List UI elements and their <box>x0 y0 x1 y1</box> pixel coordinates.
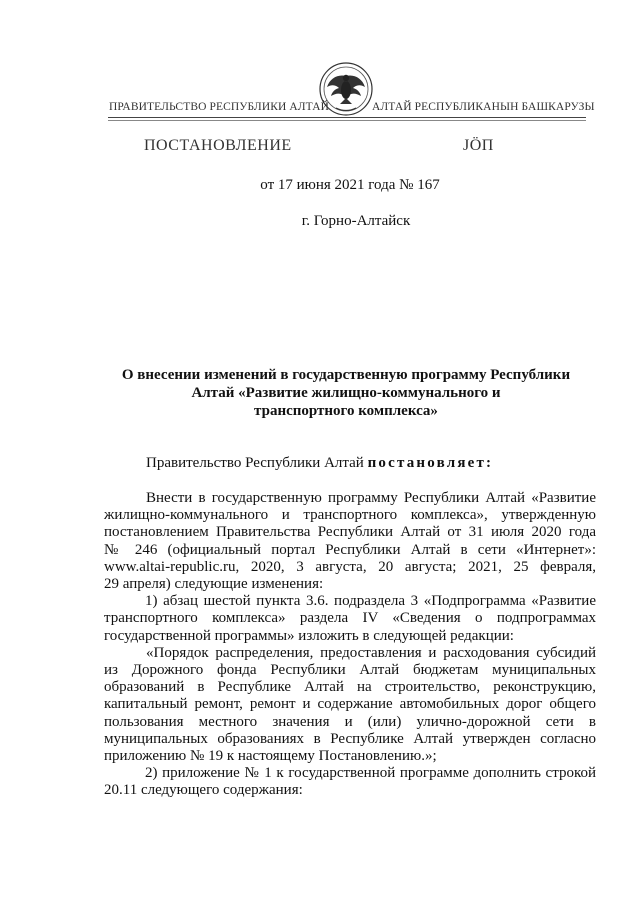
city: г. Горно-Алтайск <box>301 213 411 229</box>
preamble <box>146 455 493 472</box>
body-line: постановлением Правительства Республики Алтай от 31 июля 2020 года <box>104 524 596 541</box>
body-line: государственной программы» изложить в следующей редакции: <box>104 627 514 644</box>
preamble-lead: Правительство Республики Алтай <box>146 455 368 471</box>
body-line: 29 апреля) следующие изменения: <box>104 576 324 593</box>
header-divider <box>108 117 586 118</box>
body-line: приложению № 19 к настоящему Постановлению.»; <box>104 748 437 765</box>
document-body <box>104 490 596 800</box>
body-line: жилищно-коммунального и транспортного комплекса», утвержденную <box>104 507 596 524</box>
title-line: транспортного комплекса» <box>254 403 438 419</box>
body-line: 2) приложение № 1 к государственной программе дополнить строкой <box>145 765 596 782</box>
body-line: Внести в государственную программу Республики Алтай «Развитие <box>146 490 596 506</box>
body-line: образований в Республике Алтай на строительство, реконструкцию, <box>104 679 596 696</box>
body-line: www.altai-republic.ru, 2020, 3 августа, 20 августа; 2021, 25 февраля, <box>104 558 596 575</box>
body-line: транспортного комплекса» раздела IV «Сведения о подпрограммах <box>104 610 596 627</box>
document-title <box>96 366 596 420</box>
body-line: 1) абзац шестой пункта 3.6. подраздела 3 «Подпрограмма «Развитие <box>145 593 596 610</box>
body-line: 20.11 следующего содержания: <box>104 782 303 799</box>
doc-type-altai: JӦП <box>463 137 494 154</box>
header-divider-secondary <box>108 120 586 121</box>
body-line: муниципальных образованиях в Республике Алтай утвержден согласно <box>104 730 596 747</box>
body-line: пользования местного значения и (или) улично-дорожной сети в <box>104 713 596 730</box>
body-line: капитальный ремонт, ремонт и содержание автомобильных дорог общего <box>104 696 596 713</box>
title-line: Алтай «Развитие жилищно-коммунального и <box>191 385 501 401</box>
title-line: О внесении изменений в государственную программу Республики <box>121 367 571 383</box>
body-line: № 246 (официальный портал Республики Алтай в сети «Интернет»: <box>104 541 596 558</box>
preamble-verb: постановляет: <box>367 455 494 471</box>
org-name-altai: АЛТАЙ РЕСПУБЛИКАНЫН БАШКАРУЗЫ <box>372 101 595 113</box>
body-line: из Дорожного фонда Республики Алтай бюджетам муниципальных <box>104 662 596 679</box>
doc-type-russian: ПОСТАНОВЛЕНИЕ <box>144 137 292 154</box>
org-name-russian: ПРАВИТЕЛЬСТВО РЕСПУБЛИКИ АЛТАЙ <box>109 101 330 113</box>
date-and-number: от 17 июня 2021 года № 167 <box>260 177 440 193</box>
body-line: «Порядок распределения, предоставления и расходования субсидий <box>146 644 596 661</box>
